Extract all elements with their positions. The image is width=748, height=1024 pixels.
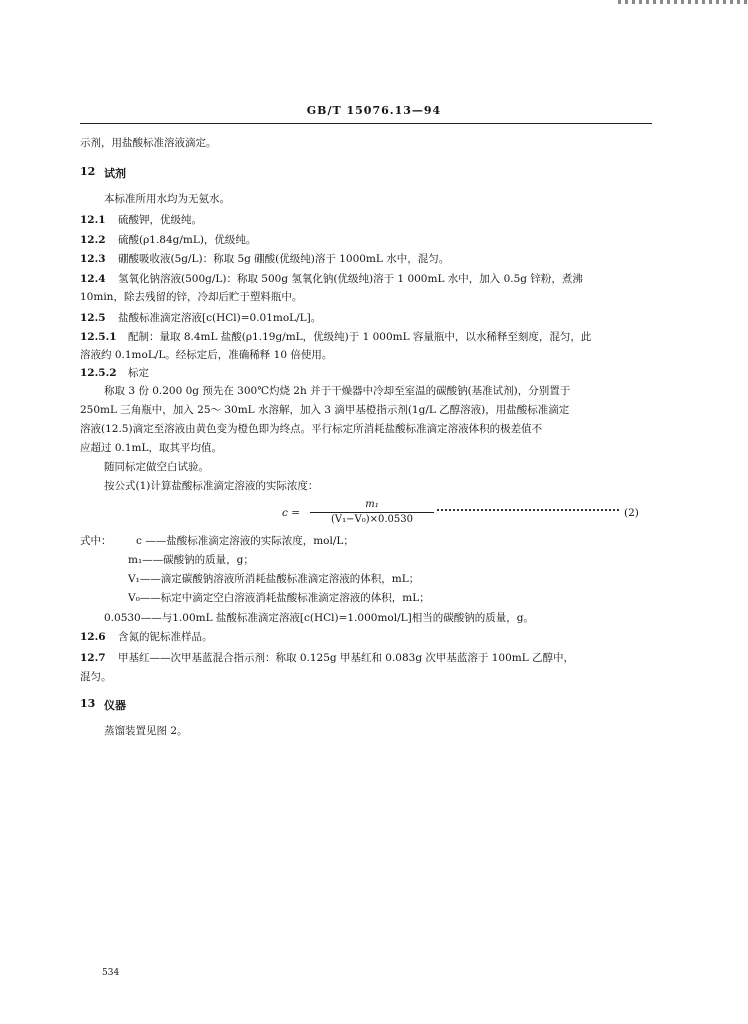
intro-line: 示剂，用盐酸标准溶液滴定。 [80,137,217,149]
formula-number: (2) [624,507,639,519]
item-12-4-num: 12.4 [80,273,106,285]
item-12-5-2-text: 标定 [128,367,149,379]
blank-test-line: 随同标定做空白试验。 [104,461,209,473]
scan-corner-mark [618,0,748,4]
item-12-5-1-num: 12.5.1 [80,331,117,343]
calib-para-line-2: 250mL 三角瓶中，加入 25～ 30mL 水溶解，加入 3 滴甲基橙指示剂(1g/L 乙醇溶液)，用盐酸标准滴定 [80,404,570,416]
item-12-2-text: 硫酸(ρ1.84g/mL)，优级纯。 [118,234,257,246]
var-m1: m₁——碳酸钠的质量，g； [128,554,254,566]
item-12-2-num: 12.2 [80,234,106,246]
var-v0: V₀——标定中滴定空白溶液消耗盐酸标准滴定溶液的体积，mL； [128,592,430,604]
section-12-intro: 本标准所用水均为无氨水。 [104,193,230,205]
constant-line: 0.0530——与1.00mL 盐酸标准滴定溶液[c(HCl)=1.000mol/L]相当的碳酸钠的质量，g。 [104,612,534,624]
item-12-3-text: 硼酸吸收液(5g/L)：称取 5g 硼酸(优级纯)溶于 1000mL 水中，混匀。 [118,253,450,265]
item-12-3-num: 12.3 [80,253,106,265]
formula-intro: 按公式(1)计算盐酸标准滴定溶液的实际浓度： [104,480,319,492]
item-12-1-num: 12.1 [80,214,106,226]
section-13-number: 13 [80,697,96,710]
item-12-4-cont: 10min，除去残留的锌，冷却后贮于塑料瓶中。 [80,291,303,303]
section-13-title: 仪器 [104,699,126,712]
formula-numerator: m₁ [365,499,379,510]
section-13-body: 蒸馏装置见图 2。 [104,725,188,737]
where-label: 式中： [80,535,112,547]
formula-leader-dots [437,509,619,511]
calib-para-line-1: 称取 3 份 0.200 0g 预先在 300℃灼烧 2h 并于干燥器中冷却至室温的碳酸钠(基准试剂)，分别置于 [104,385,571,397]
var-c: c ——盐酸标准滴定溶液的实际浓度，mol/L； [136,535,354,547]
item-12-5-2-num: 12.5.2 [80,367,117,379]
item-12-5-1-text: 配制：量取 8.4mL 盐酸(ρ1.19g/mL，优级纯)于 1 000mL 容量瓶中，以水稀释至刻度，混匀，此 [128,331,592,343]
item-12-5-num: 12.5 [80,312,106,324]
item-12-6-num: 12.6 [80,631,106,643]
item-12-7-cont: 混匀。 [80,671,112,683]
section-12-number: 12 [80,165,96,178]
item-12-5-1-cont: 溶液约 0.1moL/L。经标定后，准确稀释 10 倍使用。 [80,349,333,361]
item-12-7-num: 12.7 [80,652,106,664]
item-12-5-text: 盐酸标准滴定溶液[c(HCl)=0.01moL/L]。 [118,312,322,324]
page-number: 534 [102,968,120,978]
item-12-6-text: 含氮的铌标准样品。 [118,631,213,643]
var-v1: V₁——滴定碳酸钠溶液所消耗盐酸标准滴定溶液的体积，mL； [128,573,420,585]
section-12-title: 试剂 [104,167,126,180]
formula-lhs: c = [282,507,301,519]
calib-para-line-3: 溶液(12.5)滴定至溶液由黄色变为橙色即为终点。平行标定所消耗盐酸标准滴定溶液体积的极差值不 [80,423,543,435]
formula-fraction [310,499,434,525]
header-rule [80,123,652,124]
item-12-4-text: 氢氧化钠溶液(500g/L)：称取 500g 氢氧化钠(优级纯)溶于 1 000mL 水中，加入 0.5g 锌粉，煮沸 [118,273,583,285]
item-12-7-text: 甲基红——次甲基蓝混合指示剂：称取 0.125g 甲基红和 0.083g 次甲基蓝溶于 100mL 乙醇中， [118,652,575,664]
fraction-bar [310,512,434,513]
page-header: GB/T 15076.13—94 [306,104,442,117]
calib-para-line-4: 应超过 0.1mL，取其平均值。 [80,442,222,454]
formula-denominator: (V₁−V₀)×0.0530 [330,514,413,525]
item-12-1-text: 硫酸钾，优级纯。 [118,214,202,226]
